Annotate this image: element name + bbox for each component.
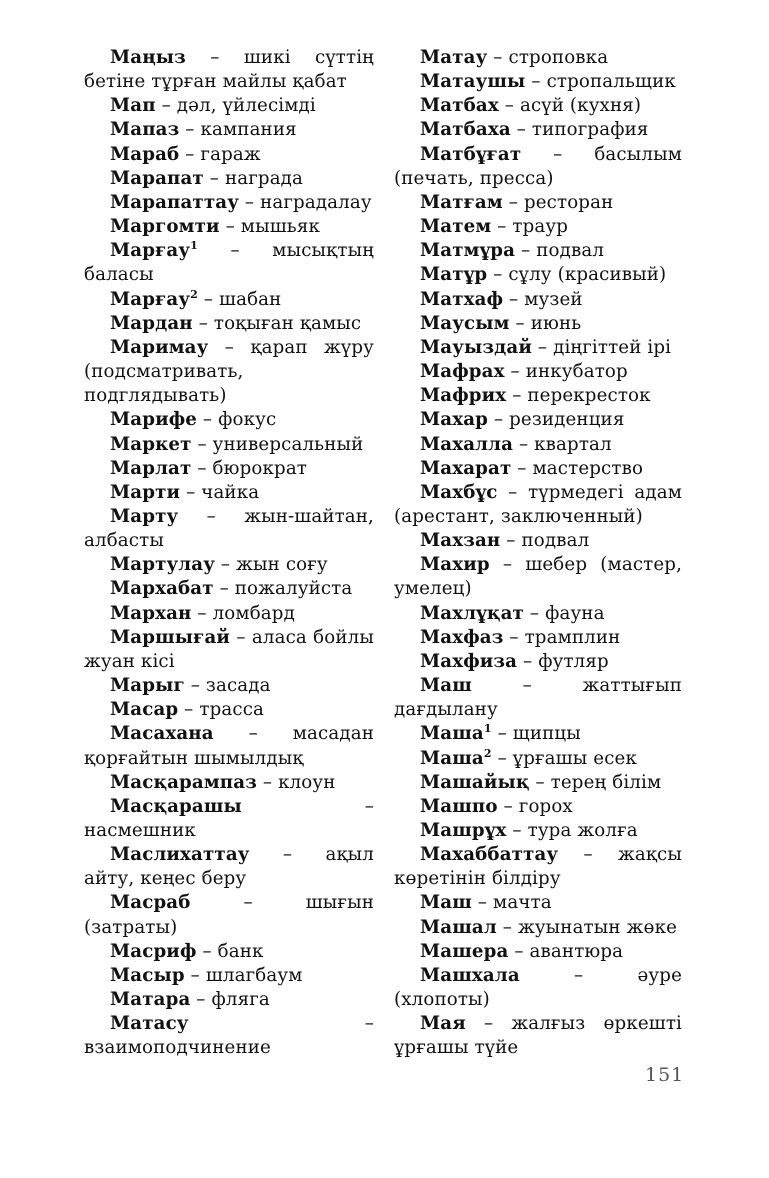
entry-headword: Матбаха <box>420 119 511 141</box>
dictionary-entry: Матхаф – музей <box>420 288 583 310</box>
entry-headword: Матем <box>420 216 492 238</box>
entry-definition: дәл, үйлесімді <box>176 95 316 117</box>
entry-definition: ақыл айту, кеңес беру <box>84 844 374 890</box>
entry-headword: Маш <box>420 892 472 914</box>
entry-definition: квартал <box>534 433 612 455</box>
entry-headword: Матбұғат <box>420 143 522 165</box>
dictionary-entry: Матбаха – типография <box>420 119 649 141</box>
entry-headword: Масқарампаз <box>110 771 257 793</box>
dictionary-entry: Матара – фляга <box>110 989 270 1011</box>
dictionary-entry: Маргомти – мышьяк <box>110 216 320 238</box>
entry-headword: Махфиза <box>420 650 518 672</box>
entry-headword: Маша$^2$ <box>420 746 492 769</box>
entry-headword: Маңыз <box>110 47 186 68</box>
entry-headword: Маш <box>420 675 472 697</box>
entry-headword: Машпо <box>420 795 498 817</box>
entry-definition: шебер (мастер, умелец) <box>394 554 683 600</box>
entry-headword: Матара <box>110 989 191 1011</box>
entry-definition: тура жолға <box>527 820 638 841</box>
entry-headword: Маслихаттау <box>110 844 250 866</box>
dictionary-entry: Марғау$^2$ – шабан <box>110 287 282 310</box>
dictionary-entry: Масыр – шлагбаум <box>110 964 303 986</box>
entry-headword: Марапаттау <box>110 191 239 213</box>
entry-definition: фляга <box>211 989 270 1011</box>
entry-headword: Махфаз <box>420 626 504 648</box>
entry-headword: Машрұх <box>420 820 507 841</box>
entry-definition: насмешник <box>84 820 196 841</box>
entry-headword: Маркет <box>110 433 192 455</box>
entry-headword: Мафрах <box>420 361 505 383</box>
dictionary-entry: Мартулау – жын соғу <box>110 554 328 576</box>
homonym-number: 1 <box>190 239 198 253</box>
entry-definition: жын соғу <box>236 554 328 576</box>
entry-definition: кампания <box>200 119 297 141</box>
entry-definition: пожалуйста <box>234 578 353 600</box>
dictionary-entry: Масриф – банк <box>110 940 264 962</box>
dictionary-entry: Матем – траур <box>420 216 569 238</box>
dictionary-entry: Махбұс – түрмедегі адам (арестант, заключенный) <box>394 481 682 527</box>
entry-headword: Машхала <box>420 964 520 986</box>
entry-definition: масадан қорғайтын шымылдық <box>84 723 374 769</box>
entry-definition: наградалау <box>260 191 372 213</box>
entry-definition: фауна <box>545 602 605 624</box>
dictionary-entry: Маш – жаттығып дағдылану <box>394 675 682 721</box>
page-number: 151 <box>645 1064 685 1086</box>
dictionary-entry: Машал – жуынатын жөке <box>420 916 678 938</box>
dictionary-entry: Маслихаттау – ақыл айту, кеңес беру <box>84 844 374 890</box>
entry-headword: Масраб <box>110 892 191 914</box>
entry-headword: Матаушы <box>420 71 526 93</box>
dictionary-entry: Маша$^1$ – щипцы <box>420 722 581 745</box>
entry-headword: Матхаф <box>420 288 504 310</box>
entry-definition: чайка <box>201 481 260 503</box>
dictionary-entry: Мархабат – пожалуйста <box>110 578 353 600</box>
dictionary-entry: Махар – резиденция <box>420 409 625 431</box>
entry-headword: Масар <box>110 699 179 721</box>
entry-definition: авантюра <box>529 940 624 962</box>
entry-headword: Маримау <box>110 336 209 358</box>
entry-headword: Мафрих <box>420 385 507 407</box>
entry-headword: Матбах <box>420 95 499 117</box>
dictionary-entry: Марапаттау – наградалау <box>110 191 372 213</box>
dictionary-entry: Матмұра – подвал <box>420 240 605 262</box>
dictionary-entry: Масар – трасса <box>110 699 265 721</box>
entry-definition: клоун <box>278 771 336 793</box>
entry-definition: мышьяк <box>240 216 320 238</box>
entry-definition: мастерство <box>532 457 644 479</box>
entry-definition: түрмедегі адам (арестант, заключенный) <box>394 481 682 527</box>
homonym-number: 2 <box>190 287 198 301</box>
entry-headword: Мархабат <box>110 578 214 600</box>
entry-headword: Махалла <box>420 433 514 455</box>
entry-definition: награда <box>224 167 304 189</box>
entry-definition: музей <box>524 288 583 310</box>
dictionary-entry: Мархан – ломбард <box>110 602 295 624</box>
dictionary-entry: Махзан – подвал <box>420 530 590 552</box>
entry-headword: Марғау$^1$ <box>110 239 198 262</box>
dictionary-entry: Маркет – универсальный <box>110 433 364 455</box>
entry-definition: бюрократ <box>212 457 308 479</box>
entry-definition: строповка <box>508 47 609 68</box>
dictionary-entry: Матбұғат – басылым (печать, пресса) <box>394 143 682 189</box>
entry-headword: Машера <box>420 940 509 962</box>
entry-headword: Махар <box>420 409 489 431</box>
entry-headword: Марифе <box>110 409 197 431</box>
entry-definition: трасса <box>199 699 265 721</box>
entry-definition: горох <box>518 795 573 817</box>
entry-headword: Махбұс <box>420 481 498 503</box>
entry-definition: щипцы <box>512 723 581 745</box>
dictionary-entry: Маусым – июнь <box>420 312 582 334</box>
dictionary-entry: Масқарампаз – клоун <box>110 771 336 793</box>
entry-definition: шабан <box>219 288 282 310</box>
entry-headword: Махзан <box>420 530 501 552</box>
left-column <box>84 46 374 1061</box>
entry-headword: Масқарашы <box>110 795 242 817</box>
entry-definition: жалғыз өркешті ұрғашы түйе <box>394 1013 683 1059</box>
entry-definition: жақсы көретінін білдіру <box>394 844 682 890</box>
entry-headword: Масыр <box>110 964 185 986</box>
entry-definition: траур <box>512 216 569 238</box>
dictionary-entry: Мап – дәл, үйлесімді <box>110 95 316 117</box>
entry-definition: мачта <box>493 892 552 914</box>
entry-definition: взаимоподчинение <box>84 1037 271 1059</box>
entry-headword: Машайық <box>420 771 530 793</box>
entry-definition: засада <box>205 675 271 697</box>
entry-headword: Масриф <box>110 940 197 962</box>
entry-headword: Маусым <box>420 312 510 334</box>
homonym-number: 2 <box>483 746 492 760</box>
entry-definition: діңгіттей ірі <box>553 336 672 358</box>
dictionary-entry: Матасу – взаимоподчинение <box>84 1013 374 1059</box>
dictionary-entry: Махлұқат – фауна <box>420 602 605 624</box>
entry-definition: стропальщик <box>546 71 676 93</box>
dictionary-entry: Махир – шебер (мастер, умелец) <box>394 554 683 600</box>
entry-definition: трамплин <box>524 626 621 648</box>
entry-headword: Матмұра <box>420 240 516 262</box>
entry-headword: Мараб <box>110 143 180 165</box>
entry-definition: ломбард <box>212 602 295 624</box>
entry-definition: жаттығып дағдылану <box>394 675 682 721</box>
entry-headword: Маргомти <box>110 216 220 238</box>
dictionary-entry: Мауыздай – діңгіттей ірі <box>420 336 672 358</box>
dictionary-entry: Машрұх – тура жолға <box>420 820 638 841</box>
entry-definition: подвал <box>536 240 605 262</box>
entry-headword: Марапат <box>110 167 204 189</box>
entry-headword: Махаббаттау <box>420 844 559 866</box>
entry-headword: Матғам <box>420 191 503 213</box>
dictionary-entry: Мафрах – инкубатор <box>420 361 628 383</box>
dictionary-entry: Махаббаттау – жақсы көретінін білдіру <box>394 844 682 890</box>
entry-definition: резиденция <box>509 409 625 431</box>
dictionary-entry: Мая – жалғыз өркешті ұрғашы түйе <box>394 1013 683 1059</box>
dictionary-entry: Масахана – масадан қорғайтын шымылдық <box>84 723 374 769</box>
dictionary-entry: Матаушы – стропальщик <box>420 71 676 93</box>
entry-definition: басылым (печать, пресса) <box>394 143 682 189</box>
dictionary-entry: Марыг – засада <box>110 675 271 697</box>
entry-definition: қарап жүру (подсматривать, подглядывать) <box>84 336 374 407</box>
entry-headword: Мапаз <box>110 119 180 141</box>
entry-headword: Маршығай <box>110 626 231 648</box>
dictionary-entry: Марапат – награда <box>110 167 304 189</box>
dictionary-entry: Марифе – фокус <box>110 409 277 431</box>
entry-headword: Мархан <box>110 602 192 624</box>
entry-definition: перекресток <box>527 385 651 407</box>
entry-headword: Марғау$^2$ <box>110 287 198 310</box>
entry-headword: Мауыздай <box>420 336 532 358</box>
entry-definition: банк <box>217 940 264 962</box>
entry-headword: Мардан <box>110 312 193 334</box>
entry-headword: Мая <box>420 1013 466 1035</box>
entry-headword: Марлат <box>110 457 192 479</box>
dictionary-entry: Маңыз – шикі сүттің бетіне тұрған майлы қабат <box>84 47 374 93</box>
entry-definition: әуре (хлопоты) <box>394 964 682 1011</box>
entry-headword: Марти <box>110 481 181 503</box>
entry-headword: Махир <box>420 554 490 576</box>
entry-definition: шикі сүттің бетіне тұрған майлы қабат <box>84 47 374 93</box>
dictionary-entry: Марғау$^1$ – мысықтың баласы <box>84 239 374 286</box>
entry-definition: терең білім <box>550 771 662 793</box>
entry-headword: Матау <box>420 47 488 68</box>
entry-definition: сұлу (красивый) <box>508 264 667 286</box>
entry-headword: Мап <box>110 95 156 117</box>
entry-definition: мысықтың баласы <box>84 240 374 286</box>
entry-definition: гараж <box>200 143 261 165</box>
entry-headword: Маша$^1$ <box>420 722 492 745</box>
dictionary-entry: Матғам – ресторан <box>420 191 614 213</box>
dictionary-entry: Матау – строповка <box>420 47 609 68</box>
entry-definition: июнь <box>530 312 582 334</box>
entry-definition: жын-шайтан, албасты <box>84 505 374 552</box>
entry-headword: Матасу <box>110 1013 189 1035</box>
homonym-number: 1 <box>483 722 492 736</box>
dictionary-entry: Марту – жын-шайтан, албасты <box>84 505 374 552</box>
dictionary-entry: Маша$^2$ – ұрғашы есек <box>420 746 637 769</box>
dictionary-entry: Мардан – тоқыған қамыс <box>110 312 362 334</box>
entry-definition: шығын (затраты) <box>84 892 374 938</box>
dictionary-entry: Махфиза – футляр <box>420 650 609 672</box>
dictionary-entry: Машхала – әуре (хлопоты) <box>394 964 682 1011</box>
dictionary-entry: Махарат – мастерство <box>420 457 644 479</box>
entry-headword: Масахана <box>110 723 214 745</box>
dictionary-entry: Марти – чайка <box>110 481 260 503</box>
entry-definition: аласа бойлы жуан кісі <box>84 626 374 672</box>
entry-definition: ұрғашы есек <box>512 747 637 769</box>
entry-definition: асүй (кухня) <box>519 95 642 117</box>
entry-definition: жуынатын жөке <box>517 916 678 938</box>
entry-definition: подвал <box>521 530 590 552</box>
entry-headword: Махарат <box>420 457 512 479</box>
dictionary-entry: Марлат – бюрократ <box>110 457 308 479</box>
dictionary-entry: Маримау – қарап жүру (подсматривать, подглядывать) <box>84 336 374 407</box>
dictionary-entry: Мапаз – кампания <box>110 119 297 141</box>
entry-definition: тоқыған қамыс <box>213 312 362 334</box>
entry-headword: Марыг <box>110 675 185 697</box>
dictionary-entry: Масраб – шығын (затраты) <box>84 892 374 938</box>
entry-headword: Мартулау <box>110 554 215 576</box>
dictionary-entry: Машера – авантюра <box>420 940 624 962</box>
dictionary-entry: Машпо – горох <box>420 795 573 817</box>
entry-definition: ресторан <box>523 191 614 213</box>
entry-headword: Махлұқат <box>420 602 524 624</box>
dictionary-entry: Махфаз – трамплин <box>420 626 621 648</box>
entry-definition: универсальный <box>212 433 364 455</box>
dictionary-entry: Машайық – терең білім <box>420 771 662 793</box>
entry-definition: футляр <box>538 650 609 672</box>
dictionary-entry: Махалла – квартал <box>420 433 612 455</box>
right-column <box>394 46 682 1061</box>
entry-headword: Матұр <box>420 264 488 286</box>
dictionary-entry: Мафрих – перекресток <box>420 385 651 407</box>
entry-definition: типография <box>531 119 649 141</box>
dictionary-entry: Маш – мачта <box>420 892 552 914</box>
dictionary-entry: Маршығай – аласа бойлы жуан кісі <box>84 626 374 672</box>
entry-headword: Машал <box>420 916 497 938</box>
dictionary-entry: Матұр – сұлу (красивый) <box>420 264 667 286</box>
entry-headword: Марту <box>110 505 179 527</box>
entry-definition: инкубатор <box>525 361 628 383</box>
dictionary-entry: Матбах – асүй (кухня) <box>420 95 642 117</box>
dictionary-entry: Мараб – гараж <box>110 143 261 165</box>
entry-definition: фокус <box>218 409 277 431</box>
dictionary-entry: Масқарашы – насмешник <box>84 795 374 841</box>
entry-definition: шлагбаум <box>205 964 303 986</box>
